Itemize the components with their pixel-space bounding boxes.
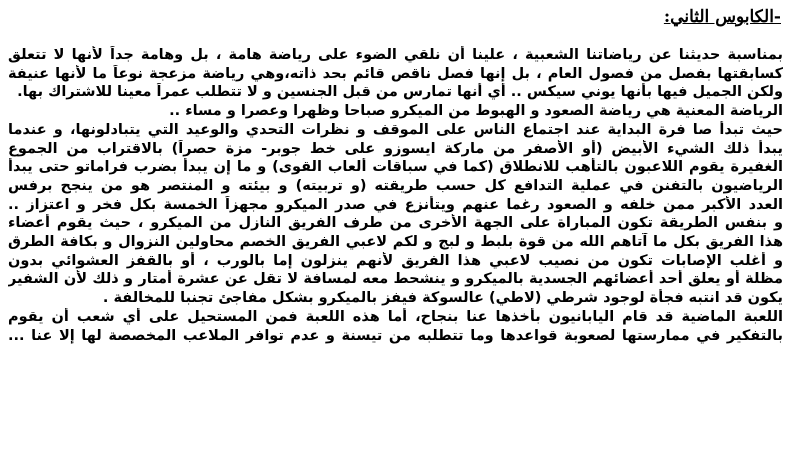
document-body xyxy=(8,46,783,345)
body-line: الرياضيون بالتفنن في عملية التدافع كل حسب طريقته (و تربيته) و بيئته و المنتصر هو من ينجح برفس xyxy=(8,177,783,194)
body-line: الغفيرة يقوم اللاعبون بالتأهب للانطلاق (كما في سباقات ألعاب القوى) و ما إن يبدأ بضرب فراماتو حتى يبدأ xyxy=(8,159,783,176)
document-title: -الكابوس الثاني: xyxy=(663,7,781,27)
body-line: حيث تبدأ صا فرة البداية عند اجتماع الناس على الموقف و نظرات التحدي والوعيد التي يتبادلونها، و عندما xyxy=(8,121,783,138)
body-line: الرياضة المعنية هي رياضة الصعود و الهبوط من الميكرو صباحا وظهرا وعصرا و مساء .. xyxy=(169,103,783,120)
body-line: العدد الأكبر ممن خلفه و الصعود رغما عنهم ويتأنزع في صدر الميكرو مجهزاً الخمسة بكل فخر و اعتزاز .. xyxy=(8,196,783,213)
body-line: مظلة أو يعلق أحد أعضائهم الجسدية بالميكرو و ينشحط معه لمسافة لا تقل عن عشرة أمتار و ذلك لأن الشفير xyxy=(8,271,783,288)
body-line: اللعبة الماضية قد قام اليابانيون بأخذها عنا بنجاح، أما هذه اللعبة فمن المستحيل على أي شعب أن يقوم xyxy=(8,308,783,325)
body-line: بمناسبة حديثنا عن رياضاتنا الشعبية ، علينا أن نلقي الضوء على رياضة هامة ، بل وهامة جداً لأنها لا تتعلق xyxy=(8,47,783,63)
body-line: بالتفكير في ممارستها لصعوبة قواعدها وما تتطلبه من تيسنة و عدم توافر الملاعب المخصصة لها إلا عنا ... xyxy=(8,327,783,344)
body-line: و أغلب الإصابات تكون من نصيب لاعبي هذا الفريق لأنهم ينزلون إما بالورب ، أو بالقفز العشوائي بدون xyxy=(8,252,783,269)
body-line: يكون قد انتبه فجأة لوجود شرطي (لاطي) عالسوكة فيفز بالميكرو بشكل مفاجئ تجنبا للمخالفة . xyxy=(102,290,783,307)
body-line: و بنفس الطريقة تكون المباراة على الجهة الأخرى من طرف الفريق النازل من الميكرو ، حيث يقوم أعضاء xyxy=(8,215,783,232)
body-line: هذا الفريق بكل ما آتاهم الله من قوة بلبط و لبج و لكم لاعبي الفريق الخصم محاولين النزوال و بكافة الطرق xyxy=(8,234,783,251)
body-line: ولكن الجميل فيها بأنها يوني سيكس .. أي أنها تمارس من قبل الجنسين و لا تتطلب عمراً معينا للاشتراك بها. xyxy=(17,84,783,101)
body-line: يبدأ ذلك الشيء الأبيض (أو الأصفر من ماركة ايسوزو على خط جوبر- مزة حصراً) بالاقتراب من الجموع xyxy=(8,140,783,157)
body-line: كسابقتها بفصل من فصول العام ، بل إنها فصل ناقص قائم بحد ذاته،وهي رياضة مزعجة نوعاً ما لأنها عنيفة xyxy=(8,65,783,82)
